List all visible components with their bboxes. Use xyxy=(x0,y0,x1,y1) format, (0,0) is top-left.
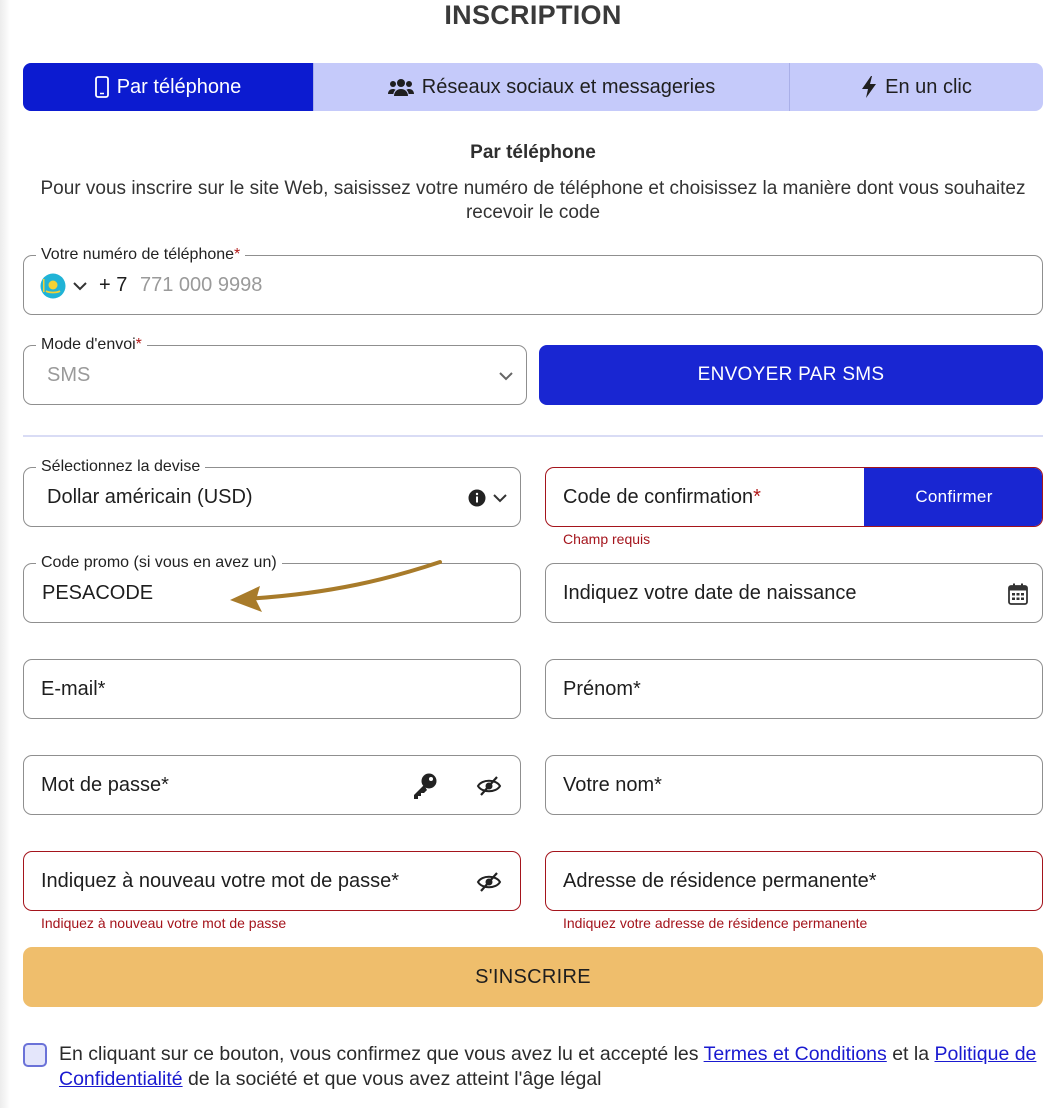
promo-code-input[interactable]: PESACODE xyxy=(42,581,154,604)
section-subtitle: Par téléphone xyxy=(470,142,596,163)
phone-field-label: Votre numéro de téléphone* xyxy=(36,245,245,265)
terms-link[interactable]: Termes et Conditions xyxy=(703,1043,887,1065)
confirmation-code-input[interactable]: Code de confirmation * xyxy=(563,485,761,508)
currency-select[interactable] xyxy=(23,458,521,527)
chevron-down-icon[interactable] xyxy=(72,276,88,296)
consent-text-middle: et la xyxy=(886,1043,935,1065)
send-mode-value: SMS xyxy=(47,363,91,386)
password-repeat-field[interactable] xyxy=(23,851,521,911)
password-input[interactable]: Mot de passe* xyxy=(41,773,169,796)
address-error: Indiquez votre adresse de résidence permanente xyxy=(563,915,868,931)
eye-slash-icon[interactable] xyxy=(476,870,502,894)
consent-text xyxy=(59,1042,1049,1092)
address-field[interactable] xyxy=(545,851,1043,911)
consent-checkbox[interactable] xyxy=(23,1043,47,1067)
page-left-shadow xyxy=(0,0,10,1108)
consent-text-end: de la société et que vous avez atteint l'âge légal xyxy=(182,1068,602,1090)
currency-label: Sélectionnez la devise xyxy=(36,457,205,477)
kazakhstan-flag-icon[interactable] xyxy=(40,273,66,299)
section-divider xyxy=(23,435,1043,437)
password-field[interactable] xyxy=(23,755,521,815)
chevron-down-icon[interactable] xyxy=(491,488,509,508)
first-name-field[interactable] xyxy=(545,659,1043,719)
page-title: INSCRIPTION xyxy=(444,0,622,30)
address-input[interactable]: Adresse de résidence permanente* xyxy=(563,869,877,892)
chevron-down-icon[interactable] xyxy=(497,366,515,386)
eye-slash-icon[interactable] xyxy=(476,774,502,798)
tab-label: Réseaux sociaux et messageries xyxy=(421,75,716,98)
birthdate-field[interactable] xyxy=(545,563,1043,623)
privacy-policy-link[interactable]: Politique de Confidentialité xyxy=(59,1043,1037,1090)
phone-field[interactable] xyxy=(23,246,1043,315)
confirmation-error: Champ requis xyxy=(563,531,651,547)
tab-label: En un clic xyxy=(885,75,972,98)
confirmation-code-field[interactable] xyxy=(545,467,1043,527)
mobile-phone-icon xyxy=(95,76,109,98)
currency-value: Dollar américain (USD) xyxy=(47,485,253,508)
tab-social-networks[interactable] xyxy=(313,63,789,111)
section-description: Pour vous inscrire sur le site Web, saisissez votre numéro de téléphone et choisissez la manière dont vous souhaitez recevoir le code xyxy=(40,178,1026,223)
promo-code-label: Code promo (si vous en avez un) xyxy=(36,553,282,573)
registration-method-tabs xyxy=(23,63,1043,111)
lightning-icon xyxy=(861,76,877,98)
info-icon[interactable] xyxy=(468,489,486,507)
last-name-field[interactable] xyxy=(545,755,1043,815)
password-repeat-error: Indiquez à nouveau votre mot de passe xyxy=(41,915,287,931)
confirm-button[interactable]: Confirmer xyxy=(864,468,1043,526)
first-name-input[interactable]: Prénom* xyxy=(563,677,641,700)
password-repeat-input[interactable]: Indiquez à nouveau votre mot de passe* xyxy=(41,869,400,892)
key-icon[interactable] xyxy=(412,772,438,800)
send-sms-button[interactable]: ENVOYER PAR SMS xyxy=(539,345,1043,405)
consent-text-start: En cliquant sur ce bouton, vous confirmez que vous avez lu et accepté les xyxy=(59,1043,704,1065)
phone-prefix: + 7 xyxy=(99,273,128,296)
register-button[interactable]: S'INSCRIRE xyxy=(23,947,1043,1007)
calendar-icon[interactable] xyxy=(1008,583,1028,605)
phone-input[interactable]: 771 000 9998 xyxy=(140,273,263,296)
send-mode-select[interactable] xyxy=(23,336,527,405)
send-mode-label: Mode d'envoi* xyxy=(36,335,147,355)
annotation-arrow-icon xyxy=(222,556,448,614)
tab-label: Par téléphone xyxy=(116,75,242,98)
email-input[interactable]: E-mail* xyxy=(41,677,106,700)
email-field[interactable] xyxy=(23,659,521,719)
tab-phone[interactable] xyxy=(23,63,313,111)
users-icon xyxy=(388,77,414,97)
last-name-input[interactable]: Votre nom* xyxy=(563,773,662,796)
birthdate-input[interactable]: Indiquez votre date de naissance xyxy=(563,581,857,604)
tab-one-click[interactable] xyxy=(789,63,1043,111)
